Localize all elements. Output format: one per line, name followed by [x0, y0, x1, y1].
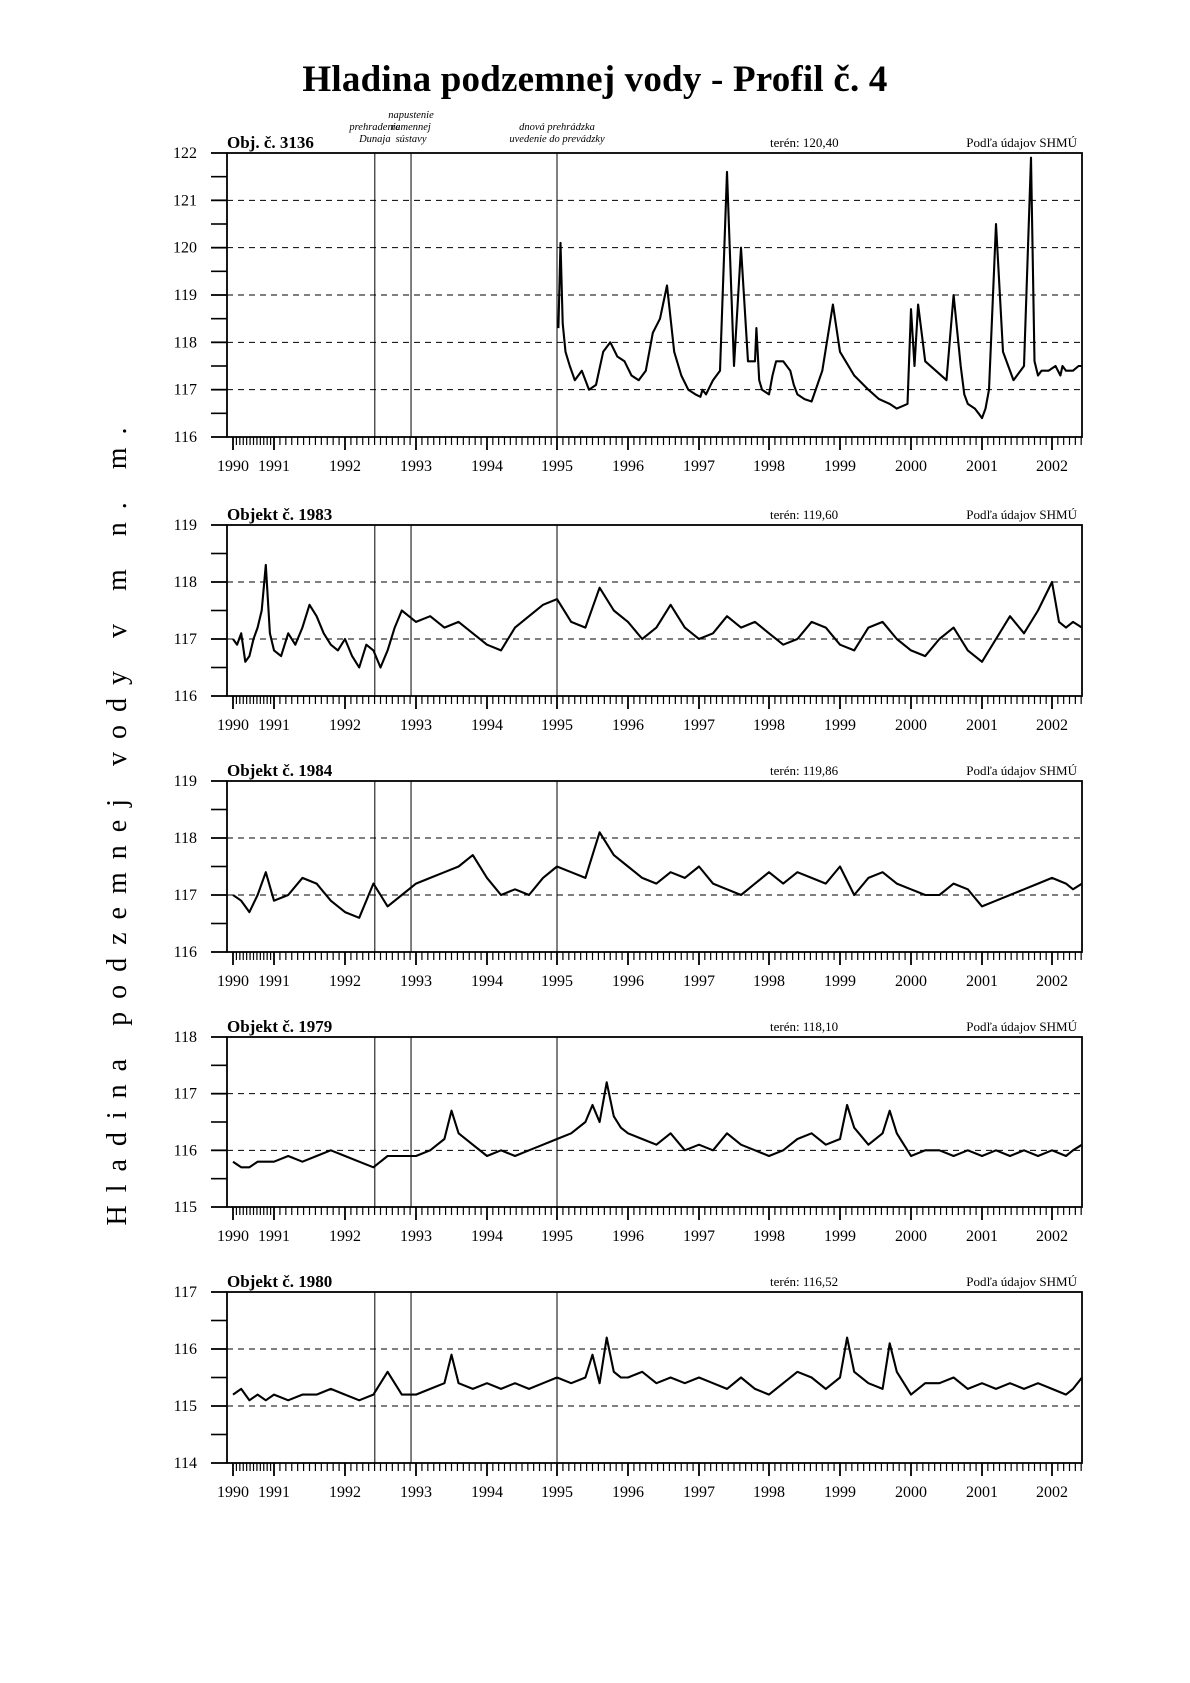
y-tick-label: 118 [173, 830, 197, 847]
x-tick-label: 1994 [471, 458, 503, 475]
series-line [558, 158, 1082, 418]
x-tick-label: 1994 [471, 1228, 503, 1245]
x-tick-label: 1991 [258, 1484, 290, 1501]
plot-frame [227, 525, 1082, 696]
y-tick-label: 116 [173, 944, 197, 961]
chart-panel [174, 1017, 1082, 1245]
x-tick-label: 2000 [895, 1484, 927, 1501]
x-tick-label: 2001 [966, 1228, 998, 1245]
x-tick-label: 1996 [612, 717, 644, 734]
x-tick-label: 1999 [824, 458, 856, 475]
y-tick-label: 117 [173, 381, 197, 399]
y-tick-label: 116 [173, 429, 197, 446]
x-tick-label: 1990 [217, 458, 249, 475]
chart-panel [174, 505, 1082, 734]
y-tick-label: 117 [173, 631, 197, 648]
chart-panel [173, 133, 1082, 475]
x-tick-label: 1997 [683, 1484, 715, 1501]
x-tick-label: 1990 [217, 1484, 249, 1501]
x-tick-label: 1995 [541, 973, 573, 990]
x-tick-label: 1997 [683, 1228, 715, 1245]
plot-frame [227, 1037, 1082, 1207]
x-tick-label: 1997 [683, 973, 715, 990]
y-tick-label: 117 [173, 887, 197, 904]
x-tick-label: 1994 [471, 1484, 503, 1501]
x-tick-label: 2002 [1036, 1484, 1068, 1501]
x-tick-label: 1990 [217, 1228, 249, 1245]
y-tick-label: 115 [173, 1398, 197, 1415]
source-label: Podľa údajov SHMÚ [966, 763, 1077, 778]
x-tick-label: 1994 [471, 973, 503, 990]
source-label: Podľa údajov SHMÚ [966, 1019, 1077, 1034]
chart-panel [174, 761, 1082, 990]
y-tick-label: 116 [173, 1341, 197, 1358]
x-tick-label: 2002 [1036, 717, 1068, 734]
object-title: Obj. č. 3136 [227, 133, 314, 152]
source-label: Podľa údajov SHMÚ [966, 1274, 1077, 1289]
x-tick-label: 1993 [400, 1228, 432, 1245]
plot-frame [227, 781, 1082, 952]
y-tick-label: 120 [173, 239, 197, 257]
terrain-label: terén: 119,60 [770, 507, 839, 522]
x-tick-label: 1993 [400, 458, 432, 475]
x-tick-label: 1991 [258, 717, 290, 734]
x-tick-label: 1992 [329, 973, 361, 990]
x-tick-label: 1996 [612, 973, 644, 990]
y-axis-label: Hladina podzemnej vody v m n. m. [102, 414, 133, 1226]
x-tick-label: 1997 [683, 717, 715, 734]
chart-panel [174, 1272, 1082, 1501]
x-tick-label: 2002 [1036, 458, 1068, 475]
x-tick-label: 1998 [753, 1228, 785, 1245]
y-tick-label: 118 [173, 334, 197, 352]
x-tick-label: 2001 [966, 973, 998, 990]
event-annotation: ramennej [391, 122, 431, 133]
x-tick-label: 1998 [753, 458, 785, 475]
y-tick-label: 121 [173, 192, 197, 210]
x-tick-label: 1992 [329, 458, 361, 475]
x-tick-label: 1998 [753, 973, 785, 990]
object-title: Objekt č. 1983 [227, 505, 333, 524]
x-tick-label: 1996 [612, 458, 644, 475]
series-line [233, 1082, 1082, 1167]
x-tick-label: 1993 [400, 973, 432, 990]
event-annotation: dnová prehrádzka [519, 122, 595, 133]
x-tick-label: 1996 [612, 1484, 644, 1501]
y-tick-label: 116 [173, 1142, 197, 1160]
event-annotations [348, 110, 605, 145]
y-tick-label: 118 [173, 1029, 197, 1046]
event-annotation: prehradenie [349, 122, 401, 133]
terrain-label: terén: 118,10 [770, 1019, 839, 1034]
y-tick-label: 117 [173, 1085, 197, 1103]
x-tick-label: 2001 [966, 717, 998, 734]
x-tick-label: 1993 [400, 717, 432, 734]
page-title: Hladina podzemnej vody - Profil č. 4 [302, 59, 888, 100]
x-tick-label: 2001 [966, 458, 998, 475]
x-tick-label: 1995 [541, 1228, 573, 1245]
y-tick-label: 119 [173, 773, 197, 790]
object-title: Objekt č. 1984 [227, 761, 333, 780]
y-tick-label: 122 [173, 145, 197, 162]
event-annotation: Dunaja [359, 134, 391, 145]
x-tick-label: 1995 [541, 1484, 573, 1501]
terrain-label: terén: 116,52 [770, 1274, 839, 1289]
terrain-label: terén: 119,86 [770, 763, 839, 778]
x-tick-label: 1990 [217, 717, 249, 734]
object-title: Objekt č. 1980 [227, 1272, 333, 1291]
x-tick-label: 1991 [258, 1228, 290, 1245]
y-tick-label: 114 [173, 1455, 197, 1472]
x-tick-label: 1993 [400, 1484, 432, 1501]
source-label: Podľa údajov SHMÚ [966, 135, 1077, 150]
series-line [233, 565, 1082, 668]
y-tick-label: 117 [173, 1284, 197, 1301]
x-tick-label: 1998 [753, 1484, 785, 1501]
x-tick-label: 1992 [329, 1228, 361, 1245]
y-tick-label: 119 [173, 287, 197, 304]
x-tick-label: 1991 [258, 458, 290, 475]
event-annotation: uvedenie do prevádzky [509, 134, 605, 145]
x-tick-label: 1995 [541, 717, 573, 734]
x-tick-label: 1999 [824, 717, 856, 734]
y-tick-label: 115 [173, 1199, 197, 1216]
terrain-label: terén: 120,40 [770, 135, 839, 150]
object-title: Objekt č. 1979 [227, 1017, 333, 1036]
x-tick-label: 1995 [541, 458, 573, 475]
x-tick-label: 1992 [329, 717, 361, 734]
x-tick-label: 2000 [895, 458, 927, 475]
series-line [233, 1338, 1082, 1401]
x-tick-label: 1991 [258, 973, 290, 990]
x-tick-label: 2002 [1036, 1228, 1068, 1245]
x-tick-label: 1998 [753, 717, 785, 734]
x-tick-label: 1996 [612, 1228, 644, 1245]
event-annotation: sústavy [395, 134, 427, 145]
x-tick-label: 2002 [1036, 973, 1068, 990]
y-tick-label: 116 [173, 688, 197, 705]
x-tick-label: 1999 [824, 973, 856, 990]
source-label: Podľa údajov SHMÚ [966, 507, 1077, 522]
y-tick-label: 119 [173, 517, 197, 534]
x-tick-label: 2001 [966, 1484, 998, 1501]
y-tick-label: 118 [173, 574, 197, 591]
series-line [233, 832, 1082, 918]
x-tick-label: 1999 [824, 1484, 856, 1501]
x-tick-label: 1994 [471, 717, 503, 734]
x-tick-label: 2000 [895, 717, 927, 734]
x-tick-label: 1990 [217, 973, 249, 990]
x-tick-label: 1997 [683, 458, 715, 475]
event-annotation: napustenie [388, 110, 434, 121]
x-tick-label: 1999 [824, 1228, 856, 1245]
x-tick-label: 2000 [895, 973, 927, 990]
x-tick-label: 1992 [329, 1484, 361, 1501]
x-tick-label: 2000 [895, 1228, 927, 1245]
